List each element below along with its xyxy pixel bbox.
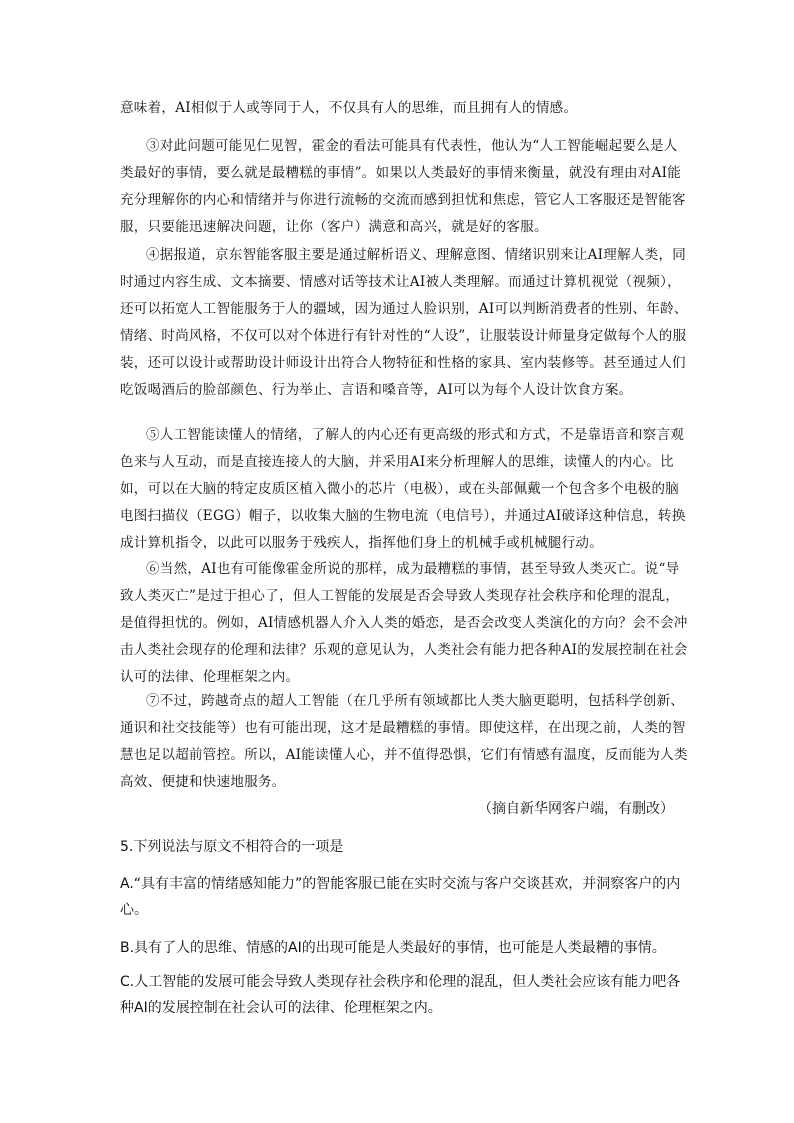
option-a: A.“具有丰富的情绪感知能力”的智能客服已能在实时交流与客户交谈甚欢，并洞察客户的内心。 [120,876,681,918]
question-stem: 5.下列说法与原文不相符合的一项是 [120,839,344,855]
paragraph-3: ③对此问题可能见仁见智，霍金的看法可能具有代表性，他认为“人工智能崛起要么是人类最好的事情，要么就是最糟糕的事情”。如果以人类最好的事情来衡量，就没有理由对AI能充分理解你的内心和情绪并与你进行流畅的交流而感到担忧和焦虑，管它人工客服还是智能客服，只要能迅速解决问题，让你（客户）满意和高兴，就是好的客服。 [120,138,686,235]
paragraph-continuation: 意味着，AI相似于人或等同于人，不仅具有人的思维，而且拥有人的情感。 [120,100,578,116]
option-b: B.具有了人的思维、情感的AI的出现可能是人类最好的事情，也可能是人类最糟的事情。 [120,940,666,956]
source-note: （摘自新华网客户端，有删改） [478,801,674,817]
paragraph-5: ⑤人工智能读懂人的情绪，了解人的内心还有更高级的形式和方式，不是靠语音和察言观色来与人互动，而是直接连接人的大脑，并采用AI来分析理解人的思维，读懂人的内心。比如，可以在大脑的特定皮质区植入微小的芯片（电极），或在头部佩戴一个包含多个电极的脑电图扫描仪（EGG）帽子，以收集大脑的生物电流（电信号），并通过AI破译这种信息，转换成计算机指令，以此可以服务于残疾人，指挥他们身上的机械手或机械腿行动。 [120,427,686,551]
paragraph-7: ⑦不过，跨越奇点的超人工智能（在几乎所有领域都比人类大脑更聪明，包括科学创新、通识和社交技能等）也有可能出现，这才是最糟糕的事情。即使这样，在出现之前，人类的智慧也足以超前管控。所以，AI能读懂人心，并不值得恐惧，它们有情感有温度，反而能为人类高效、便捷和快速地服务。 [120,693,688,790]
paragraph-4: ④据报道，京东智能客服主要是通过解析语义、理解意图、情绪识别来让AI理解人类，同时通过内容生成、文本摘要、情感对话等技术让AI被人类理解。而通过计算机视觉（视频），还可以拓宽人工智能服务于人的疆域，因为通过人脸识别，AI可以判断消费者的性别、年龄、情绪、时尚风格，不仅可以对个体进行有针对性的“人设”，让服装设计师量身定做每个人的服装，还可以设计或帮助设计师设计出符合人物特征和性格的家具、室内装修等。甚至通过人们吃饭喝酒后的脸部颜色、行为举止、言语和嗓音等，AI可以为每个人设计饮食方案。 [120,247,688,398]
paragraph-6: ⑥当然，AI也有可能像霍金所说的那样，成为最糟糕的事情，甚至导致人类灭亡。说“导致人类灭亡”是过于担心了，但人工智能的发展是否会导致人类现存社会秩序和伦理的混乱，是值得担忧的。例如，AI情感机器人介入人类的婚恋，是否会改变人类演化的方向？会不会冲击人类社会现存的伦理和法律？乐观的意见认为，人类社会有能力把各种AI的发展控制在社会认可的法律、伦理框架之内。 [120,561,688,685]
option-c: C.人工智能的发展可能会导致人类现存社会秩序和伦理的混乱，但人类社会应该有能力吧各种AI的发展控制在社会认可的法律、伦理框架之内。 [120,974,681,1016]
